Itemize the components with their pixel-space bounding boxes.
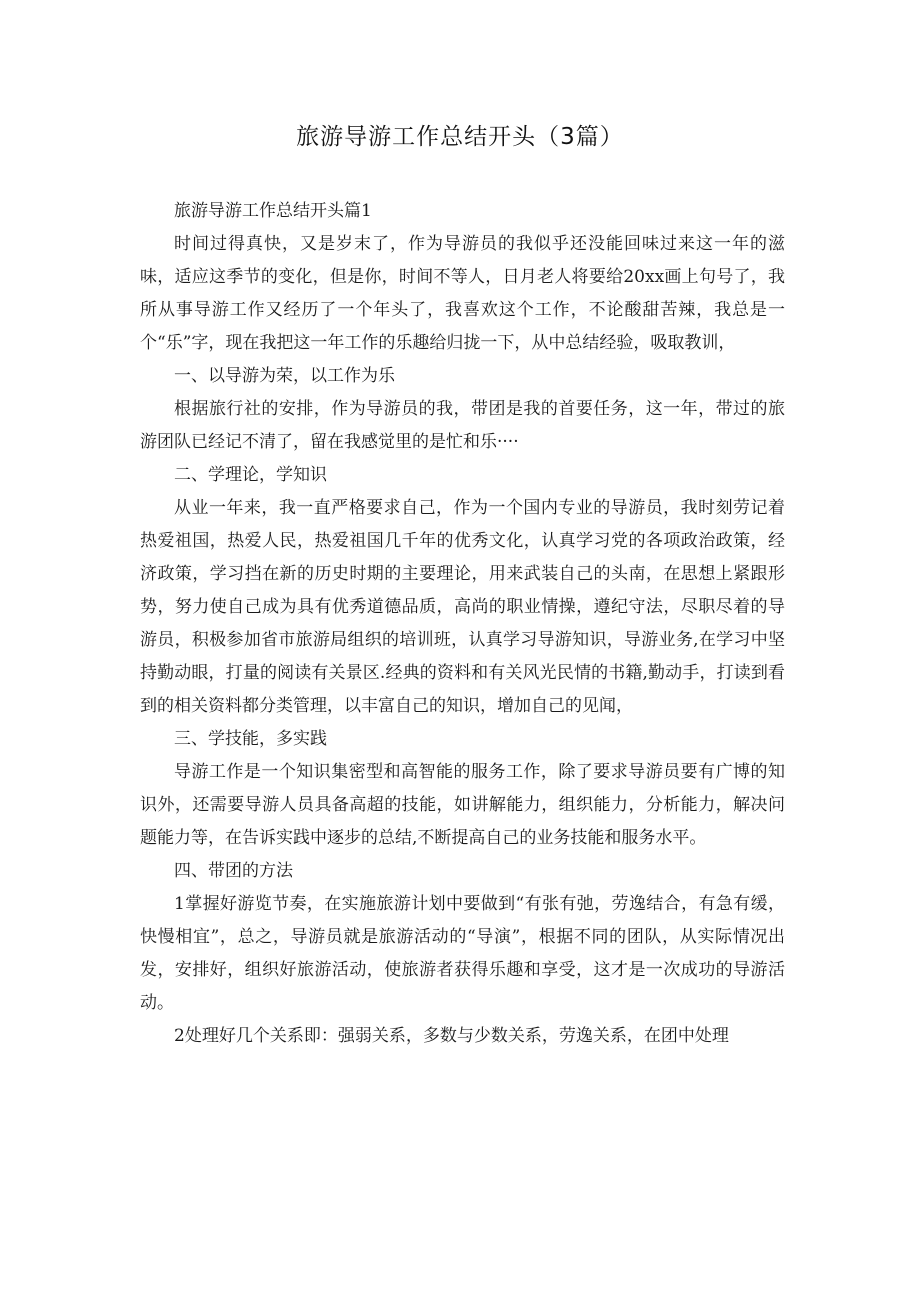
body-paragraph: 2处理好几个关系即：强弱关系，多数与少数关系，劳逸关系，在团中处理 bbox=[174, 1026, 729, 1046]
section-heading: 旅游导游工作总结开头篇1 bbox=[174, 201, 372, 221]
section-heading: 二、学理论，学知识 bbox=[174, 465, 327, 485]
section-heading: 一、以导游为荣，以工作为乐 bbox=[174, 366, 395, 386]
document-body bbox=[140, 195, 785, 1053]
body-paragraph: 导游工作是一个知识集密型和高智能的服务工作，除了要求导游员要有广博的知识外，还需要导游人员具备高超的技能，如讲解能力，组织能力，分析能力，解决问题能力等，在告诉实践中逐步的总结,不断提高自己的业务技能和服务水平。 bbox=[140, 762, 785, 848]
body-paragraph: 根据旅行社的安排，作为导游员的我，带团是我的首要任务，这一年，带过的旅游团队已经记不清了，留在我感觉里的是忙和乐···· bbox=[140, 399, 785, 452]
body-paragraph: 1掌握好游览节奏，在实施旅游计划中要做到“有张有弛，劳逸结合，有急有缓，快慢相宜”，总之，导游员就是旅游活动的“导演”，根据不同的团队，从实际情况出发，安排好，组织好旅游活动，使旅游者获得乐趣和享受，这才是一次成功的导游活动。 bbox=[140, 894, 785, 1013]
document-title: 旅游导游工作总结开头（3篇） bbox=[296, 124, 624, 150]
section-heading: 三、学技能，多实践 bbox=[174, 729, 327, 749]
section-heading: 四、带团的方法 bbox=[174, 861, 293, 881]
body-paragraph: 时间过得真快，又是岁末了，作为导游员的我似乎还没能回味过来这一年的滋味，适应这季节的变化，但是你，时间不等人，日月老人将要给20xx画上句号了，我所从事导游工作又经历了一个年头了，我喜欢这个工作，不论酸甜苦辣，我总是一个“乐”字，现在我把这一年工作的乐趣给归拢一下，从中总结经验，吸取教训， bbox=[140, 234, 785, 353]
body-paragraph: 从业一年来，我一直严格要求自己，作为一个国内专业的导游员，我时刻劳记着热爱祖国，热爱人民，热爱祖国几千年的优秀文化，认真学习党的各项政治政策，经济政策，学习挡在新的历史时期的主要理论，用来武装自己的头南，在思想上紧跟形势，努力使自己成为具有优秀道德品质，高尚的职业情操，遵纪守法，尽职尽着的导游员，积极参加省市旅游局组织的培训班，认真学习导游知识，导游业务,在学习中坚持勤动眼，打量的阅读有关景区.经典的资料和有关风光民情的书籍,勤动手，打读到看到的相关资料都分类管理，以丰富自己的知识，增加自己的见闻， bbox=[140, 498, 785, 716]
